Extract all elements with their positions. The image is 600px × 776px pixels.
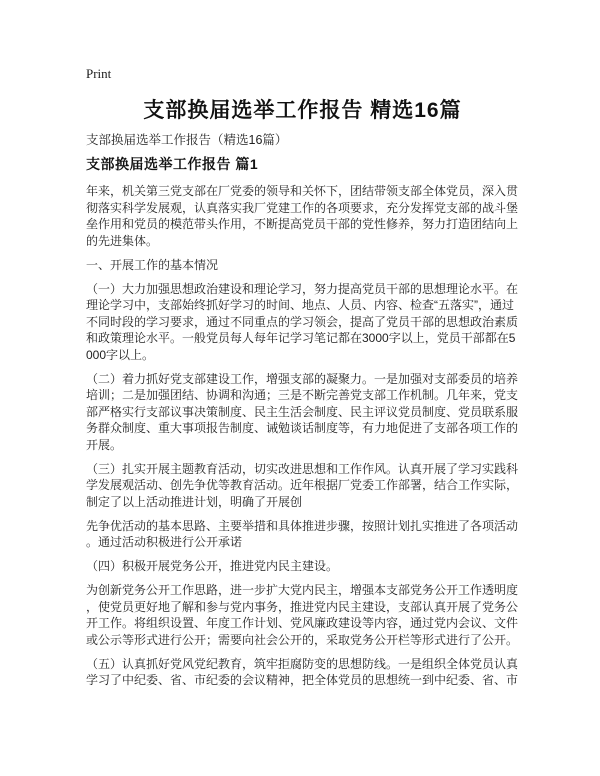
paragraph: 年来，机关第三党支部在厂党委的领导和关怀下，团结带领支部全体党员，深入贯彻落实科学发展观，认真落实我厂党建工作的各项要求，充分发挥党支部的战斗堡垒作用和党员的模范带头作用，不断提高党员干部的党性修养，努力打造团结向上的先进集体。 xyxy=(86,184,519,248)
document-body xyxy=(86,183,519,689)
paragraph: 先争优活动的基本思路、主要举措和具体推进步骤，按照计划扎实推进了各项活动。通过活动积极进行公开承诺 xyxy=(86,518,519,549)
print-button[interactable]: Print xyxy=(86,66,112,81)
paragraph: 一、开展工作的基本情况 xyxy=(86,257,219,272)
paragraph: （三）扎实开展主题教育活动，切实改进思想和工作作风。认真开展了学习实践科学发展观活动、创先争优等教育活动。近年根据厂党委工作部署，结合工作实际，制定了以上活动推进计划，明确了开展创 xyxy=(86,461,519,509)
paragraph: （一）大力加强思想政治建设和理论学习，努力提高党员干部的思想理论水平。在理论学习中，支部始终抓好学习的时间、地点、人员、内容、检查“五落实”，通过不同时段的学习要求，通过不同重点的学习领会，提高了党员干部的思想政治素质和政策理论水平。一般党员每人每年记学习笔记都在3000字以上，党员干部都在5000字以上。 xyxy=(86,281,519,362)
paragraph: （二）着力抓好党支部建设工作，增强支部的凝聚力。一是加强对支部委员的培养培训；二是加强团结、协调和沟通；三是不断完善党支部工作机制。几年来，党支部严格实行支部议事决策制度、民主生活会制度、民主评议党员制度、党员联系服务群众制度、重大事项报告制度、诫勉谈话制度等，有力地促进了支部各项工作的开展。 xyxy=(86,371,519,452)
document-title: 支部换届选举工作报告 精选16篇 xyxy=(143,99,462,122)
article-heading: 支部换届选举工作报告 篇1 xyxy=(86,156,259,172)
paragraph: （五）认真抓好党风党纪教育，筑牢拒腐防变的思想防线。一是组织全体党员认真学习了中纪委、省、市纪委的会议精神，把全体党员的思想统一到中纪委、省、市 xyxy=(86,656,519,687)
paragraph: （四）积极开展党务公开，推进党内民主建设。 xyxy=(86,559,339,573)
paragraph: 为创新党务公开工作思路，进一步扩大党内民主，增强本支部党务公开工作透明度，使党员更好地了解和参与党内事务，推进党内民主建设，支部认真开展了党务公开工作。将组织设置、年度工作计划、党风廉政建设等内容，通过党内会议、文件或公示等形式进行公开；需要向社会公开的，采取党务公开栏等形式进行了公开。 xyxy=(86,583,519,647)
document-subtitle: 支部换届选举工作报告（精选16篇） xyxy=(86,133,288,147)
